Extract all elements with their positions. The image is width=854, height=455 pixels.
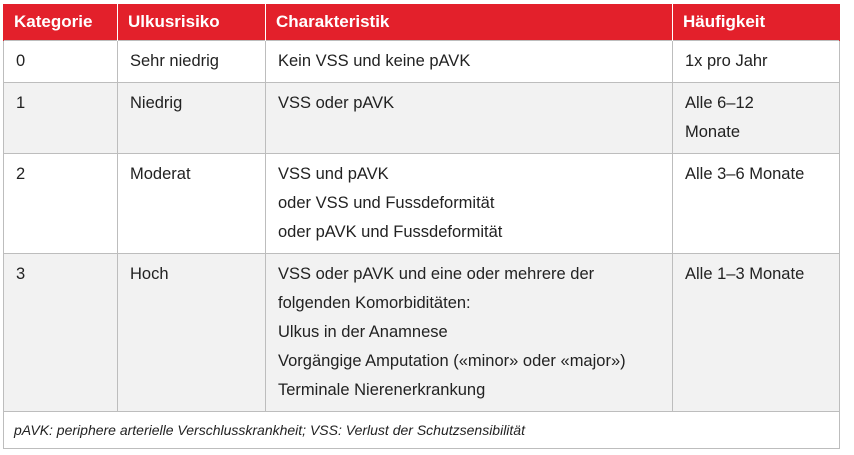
cell-line: oder VSS und Fussdeformität <box>278 194 495 212</box>
cell-line: Alle 3–6 Monate <box>685 165 805 183</box>
table-row <box>4 154 840 254</box>
cell-line: VSS oder pAVK <box>278 94 395 112</box>
risk-table-container <box>3 4 839 449</box>
cell-line: Vorgängige Amputation («minor» oder «major») <box>278 352 626 370</box>
cell-haeufigkeit <box>673 83 840 154</box>
cell-line: Ulkus in der Anamnese <box>278 323 448 341</box>
cell-line: VSS oder pAVK und eine oder mehrere der <box>278 265 595 283</box>
table-header-row <box>4 4 840 41</box>
cell-haeufigkeit <box>673 41 840 83</box>
footnote-row <box>4 412 840 449</box>
cell-kategorie: 2 <box>4 154 118 254</box>
cell-line: 1x pro Jahr <box>685 52 768 70</box>
cell-haeufigkeit <box>673 154 840 254</box>
footnote: pAVK: periphere arterielle Verschlusskrankheit; VSS: Verlust der Schutzsensibilität <box>4 412 840 449</box>
cell-risiko: Moderat <box>118 154 266 254</box>
cell-charakteristik <box>266 254 673 412</box>
header-charakteristik: Charakteristik <box>266 4 673 41</box>
cell-kategorie: 1 <box>4 83 118 154</box>
cell-risiko: Niedrig <box>118 83 266 154</box>
cell-line: Monate <box>685 123 741 141</box>
table-row <box>4 83 840 154</box>
cell-haeufigkeit <box>673 254 840 412</box>
cell-line: folgenden Komorbiditäten: <box>278 294 471 312</box>
cell-charakteristik <box>266 83 673 154</box>
cell-line: Kein VSS und keine pAVK <box>278 52 471 70</box>
cell-risiko: Sehr niedrig <box>118 41 266 83</box>
cell-charakteristik <box>266 154 673 254</box>
header-kategorie: Kategorie <box>4 4 118 41</box>
cell-line: Alle 6–12 <box>685 94 754 112</box>
cell-kategorie: 3 <box>4 254 118 412</box>
table-row <box>4 254 840 412</box>
cell-line: oder pAVK und Fussdeformität <box>278 223 503 241</box>
table-row <box>4 41 840 83</box>
header-ulkusrisiko: Ulkusrisiko <box>118 4 266 41</box>
cell-line: Terminale Nierenerkrankung <box>278 381 486 399</box>
cell-line: Alle 1–3 Monate <box>685 265 805 283</box>
risk-category-table <box>3 4 840 449</box>
cell-charakteristik <box>266 41 673 83</box>
header-haeufigkeit: Häufigkeit <box>673 4 840 41</box>
cell-risiko: Hoch <box>118 254 266 412</box>
cell-kategorie: 0 <box>4 41 118 83</box>
cell-line: VSS und pAVK <box>278 165 389 183</box>
